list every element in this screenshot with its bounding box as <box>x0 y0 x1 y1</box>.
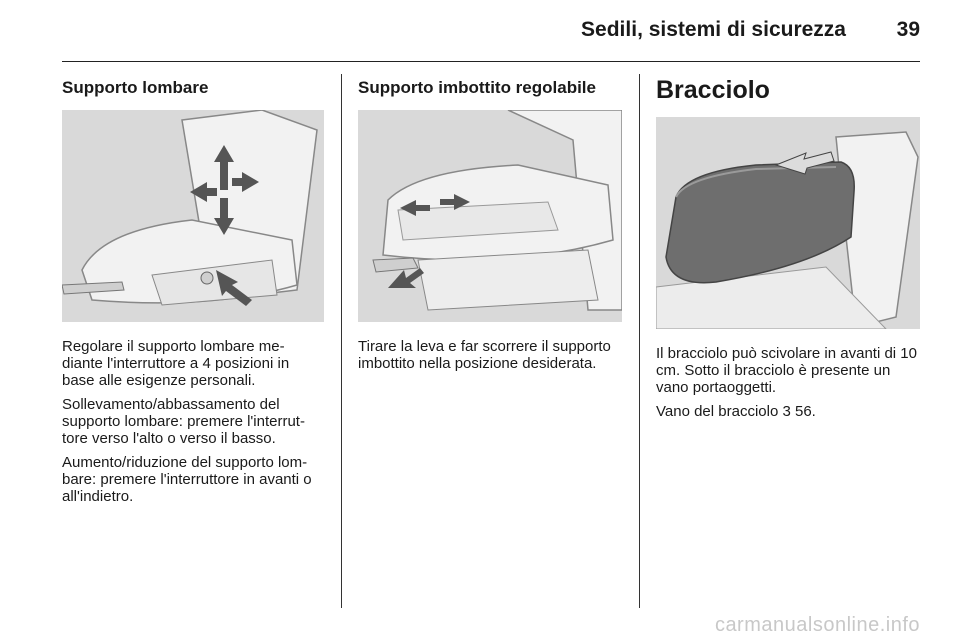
page-number: 39 <box>896 18 920 41</box>
section-armrest <box>656 62 920 427</box>
paragraph: Tirare la leva e far scorrere il supporto imbottito nella posizione desiderata. <box>358 338 611 372</box>
paragraph: Regolare il supporto lombare me-diante l'interruttore a 4 posizioni in base alle esigenze personali. <box>62 338 290 389</box>
section-cushion-support <box>358 62 622 379</box>
paragraph: Sollevamento/abbassamento del supporto lombare: premere l'interrut-tore verso l'alto o verso il basso. <box>62 396 305 447</box>
column-divider <box>341 74 342 608</box>
watermark: carmanualsonline.info <box>714 614 920 636</box>
column-divider <box>639 74 640 608</box>
paragraph: Aumento/riduzione del supporto lom-bare: premere l'interruttore in avanti o all'indietro. <box>62 454 312 505</box>
paragraph: Il bracciolo può scivolare in avanti di 10 cm. Sotto il bracciolo è presente un vano portaoggetti. <box>656 345 917 396</box>
armrest-illustration <box>656 117 920 329</box>
seat-cushion-illustration <box>358 110 622 322</box>
section-heading: Supporto lombare <box>62 78 209 97</box>
header-title: Sedili, sistemi di sicurezza <box>581 18 846 41</box>
section-heading: Bracciolo <box>656 76 770 104</box>
section-heading: Supporto imbottito regolabile <box>358 78 596 97</box>
section-lumbar-support <box>62 62 324 512</box>
seat-lumbar-illustration <box>62 110 324 322</box>
paragraph: Vano del bracciolo 3 56. <box>656 403 816 420</box>
page-header <box>62 0 920 62</box>
